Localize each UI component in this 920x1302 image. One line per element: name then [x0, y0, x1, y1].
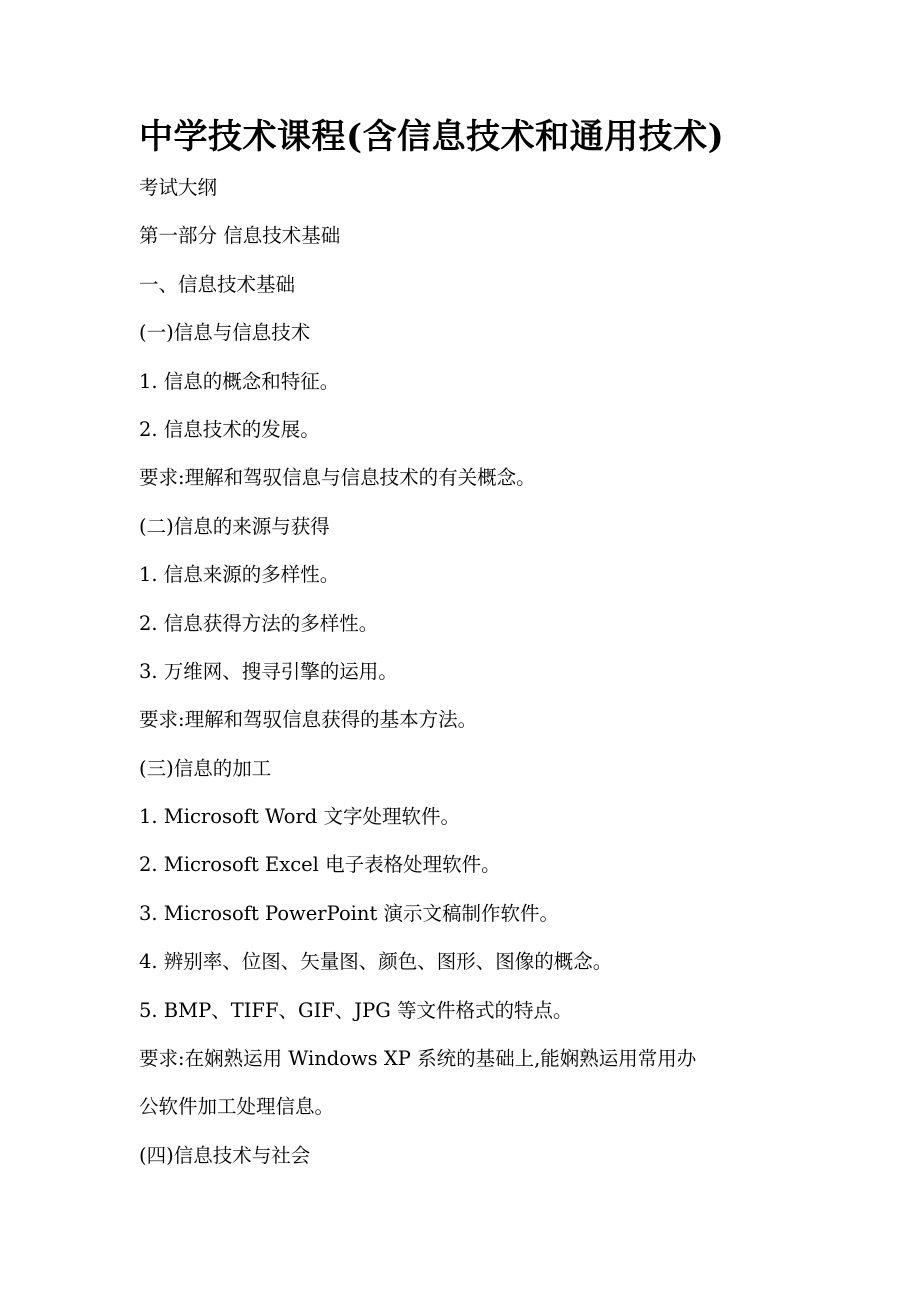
- subsection-heading: (三)信息的加工: [139, 756, 272, 780]
- document-body: [139, 164, 779, 1180]
- list-item: 4. 辨别率、位图、矢量图、颜色、图形、图像的概念。: [139, 950, 613, 974]
- document-title: 中学技术课程(含信息技术和通用技术): [139, 117, 725, 157]
- list-item: 3. Microsoft PowerPoint 演示文稿制作软件。: [139, 901, 560, 925]
- subsection-heading: (二)信息的来源与获得: [139, 514, 330, 538]
- part-heading: 第一部分 信息技术基础: [139, 224, 341, 248]
- section-heading: 一、信息技术基础: [139, 272, 296, 296]
- subsection-heading: (四)信息技术与社会: [139, 1143, 311, 1167]
- requirement-line-continued: 公软件加工处理信息。: [139, 1095, 335, 1119]
- subtitle-line: 考试大纲: [139, 176, 218, 199]
- list-item: 2. 信息技术的发展。: [139, 417, 320, 441]
- list-item: 1. 信息来源的多样性。: [139, 563, 340, 587]
- requirement-line: 要求:理解和驾驭信息与信息技术的有关概念。: [139, 466, 536, 490]
- list-item: 5. BMP、TIFF、GIF、JPG 等文件格式的特点。: [139, 998, 573, 1022]
- list-item: 2. Microsoft Excel 电子表格处理软件。: [139, 853, 501, 877]
- requirement-line: 要求:理解和驾驭信息获得的基本方法。: [139, 708, 478, 732]
- subsection-heading: (一)信息与信息技术: [139, 321, 311, 345]
- list-item: 1. Microsoft Word 文字处理软件。: [139, 805, 460, 829]
- list-item: 3. 万维网、搜寻引擎的运用。: [139, 659, 398, 683]
- list-item: 2. 信息获得方法的多样性。: [139, 611, 379, 635]
- list-item: 1. 信息的概念和特征。: [139, 369, 340, 393]
- requirement-line: 要求:在娴熟运用 Windows XP 系统的基础上,能娴熟运用常用办: [139, 1047, 697, 1071]
